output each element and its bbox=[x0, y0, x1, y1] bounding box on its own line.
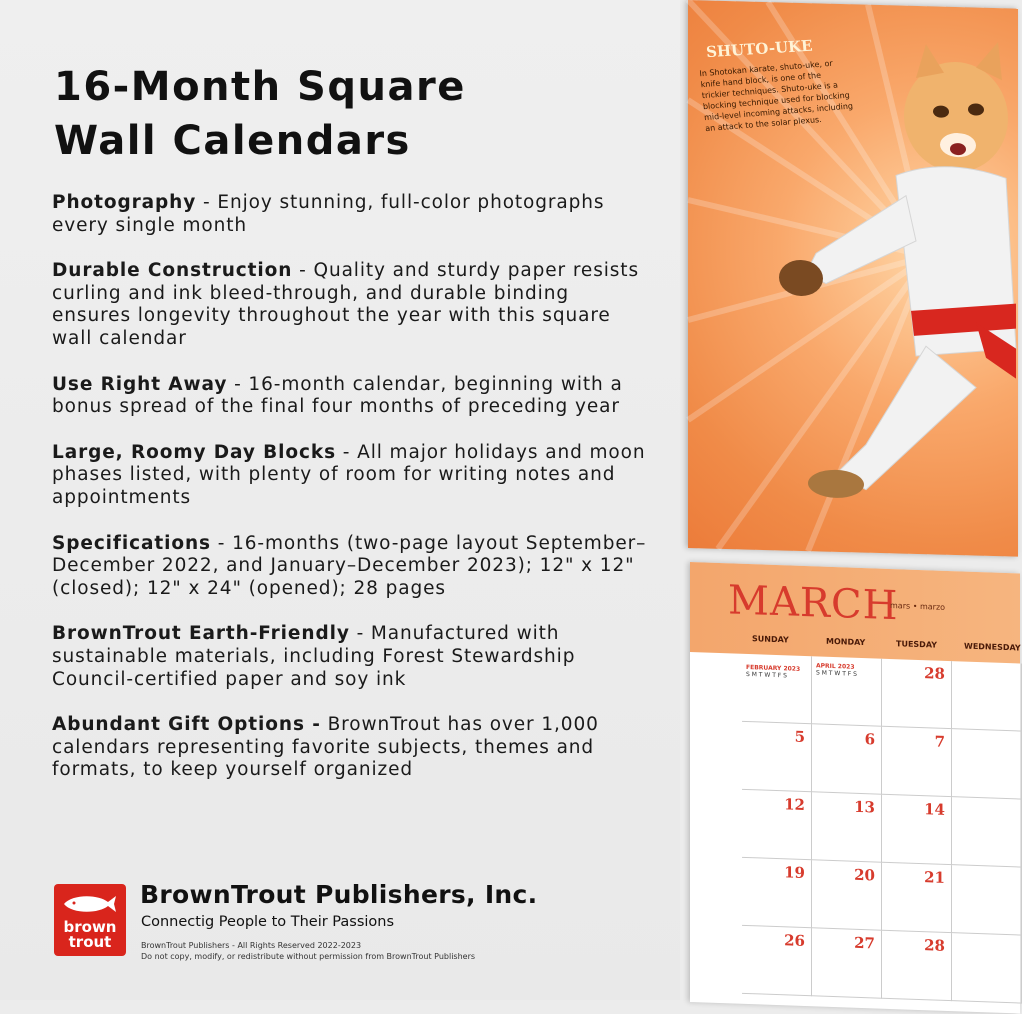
feature-text: - 16-months (two-page layout September–December 2022, and January–December 2023); 12" x 12" (closed); 12" x 24" (opened); 28 pages bbox=[52, 532, 647, 599]
copyright-notice bbox=[141, 940, 475, 962]
day-cell bbox=[812, 860, 882, 930]
calendar-photo bbox=[680, 0, 1021, 1000]
calendar-grid-page bbox=[690, 562, 1020, 1014]
day-number: 28 bbox=[924, 664, 945, 683]
title-line-2: Wall Calendars bbox=[54, 118, 411, 164]
publisher-name: BrownTrout Publishers, Inc. bbox=[140, 880, 538, 909]
day-cell bbox=[952, 729, 1022, 799]
day-number: 14 bbox=[924, 800, 945, 819]
feature-text: - All major holidays and moon phases listed, with plenty of room for writing notes and appointments bbox=[52, 441, 646, 508]
day-cell bbox=[812, 928, 882, 998]
weekday-label: TUESDAY bbox=[896, 639, 938, 650]
feature-heading: Durable Construction bbox=[52, 260, 293, 282]
feature-item bbox=[52, 442, 652, 510]
day-number: 27 bbox=[854, 933, 875, 953]
day-number: 6 bbox=[864, 730, 875, 749]
mini-calendar-header: S M T W T F S bbox=[746, 670, 787, 680]
copyright-line-2: Do not copy, modify, or redistribute without permission from BrownTrout Publishers bbox=[141, 952, 476, 961]
day-cell bbox=[952, 933, 1022, 1003]
day-cell bbox=[812, 792, 882, 862]
feature-text: - Manufactured with sustainable materials, including Forest Stewardship Council-certified paper and soy ink bbox=[52, 623, 576, 690]
month-title: MARCH bbox=[728, 577, 899, 630]
day-number: 28 bbox=[924, 936, 945, 955]
day-cell bbox=[882, 727, 952, 797]
feature-list bbox=[52, 192, 652, 805]
feature-heading: Large, Roomy Day Blocks bbox=[52, 441, 336, 463]
day-cell bbox=[882, 931, 952, 1001]
calendar-top-page bbox=[688, 0, 1018, 557]
day-cell bbox=[742, 790, 812, 860]
logo-text-trout: trout bbox=[68, 933, 112, 951]
day-cell bbox=[742, 926, 812, 996]
month-subtitle: mars • marzo bbox=[890, 600, 946, 612]
feature-item bbox=[52, 533, 652, 601]
title-line-1: 16-Month Square bbox=[54, 64, 466, 110]
day-cell bbox=[742, 722, 812, 792]
feature-heading: BrownTrout Earth-Friendly bbox=[52, 623, 350, 645]
trout-icon bbox=[62, 892, 118, 914]
karate-cat-image bbox=[776, 22, 1016, 508]
day-number: 13 bbox=[854, 797, 875, 817]
day-cell bbox=[812, 724, 882, 794]
feature-text: BrownTrout has over 1,000 calendars representing favorite subjects, themes and formats, to keep yourself organized bbox=[52, 714, 599, 781]
feature-text: - 16-month calendar, beginning with a bonus spread of the final four months of preceding year bbox=[52, 373, 623, 418]
feature-item bbox=[52, 192, 652, 237]
feature-text: - Quality and sturdy paper resists curling and ink bleed-through, and durable binding ensures longevity throughout the year with this square wall calendar bbox=[52, 260, 640, 349]
day-cell bbox=[952, 797, 1022, 867]
mini-calendar-header: S M T W T F S bbox=[816, 669, 857, 678]
mini-calendar-title: FEBRUARY 2023 bbox=[746, 663, 801, 673]
feature-item bbox=[52, 623, 652, 691]
feature-heading: Photography bbox=[52, 192, 197, 213]
feature-heading: Abundant Gift Options - bbox=[52, 714, 321, 736]
feature-item bbox=[52, 374, 652, 419]
day-cell bbox=[952, 661, 1022, 731]
day-cell bbox=[882, 863, 952, 933]
day-number: 21 bbox=[924, 868, 945, 887]
day-cell bbox=[882, 795, 952, 865]
feature-heading: Use Right Away bbox=[52, 373, 228, 395]
day-number: 19 bbox=[784, 863, 805, 883]
weekday-label: WEDNESDAY bbox=[964, 641, 1021, 653]
feature-item bbox=[52, 260, 652, 350]
browntrout-logo bbox=[54, 884, 126, 956]
weekday-label: MONDAY bbox=[826, 636, 866, 648]
mini-calendar-title: APRIL 2023 bbox=[816, 662, 855, 671]
feature-heading: Specifications bbox=[52, 532, 211, 554]
feature-item bbox=[52, 714, 652, 782]
day-cell bbox=[952, 865, 1022, 935]
photo-caption: In Shotokan karate, shuto-uke, or knife hand block, is one of the trickier techniques. Shuto-uke is a blocking technique used for blocking mid-level incoming attacks, including an attack to the solar plexus. bbox=[699, 58, 854, 134]
day-number: 7 bbox=[934, 732, 945, 751]
weekday-label: SUNDAY bbox=[752, 634, 789, 645]
day-number: 12 bbox=[784, 795, 805, 815]
day-number: 5 bbox=[794, 727, 805, 747]
day-cell bbox=[812, 656, 882, 726]
day-number: 26 bbox=[784, 931, 805, 951]
page-title bbox=[54, 60, 654, 168]
day-cell bbox=[882, 659, 952, 729]
photo-heading: SHUTO-UKE bbox=[705, 36, 814, 62]
publisher-tagline: Connectig People to Their Passions bbox=[141, 914, 395, 930]
day-cell bbox=[742, 654, 812, 724]
copyright-line-1: BrownTrout Publishers - All Rights Reserved 2022-2023 bbox=[141, 941, 362, 950]
day-cell bbox=[742, 858, 812, 928]
feature-text: - Enjoy stunning, full-color photographs every single month bbox=[52, 192, 605, 236]
day-number: 20 bbox=[854, 865, 875, 885]
logo-text-brown: brown bbox=[63, 918, 117, 936]
